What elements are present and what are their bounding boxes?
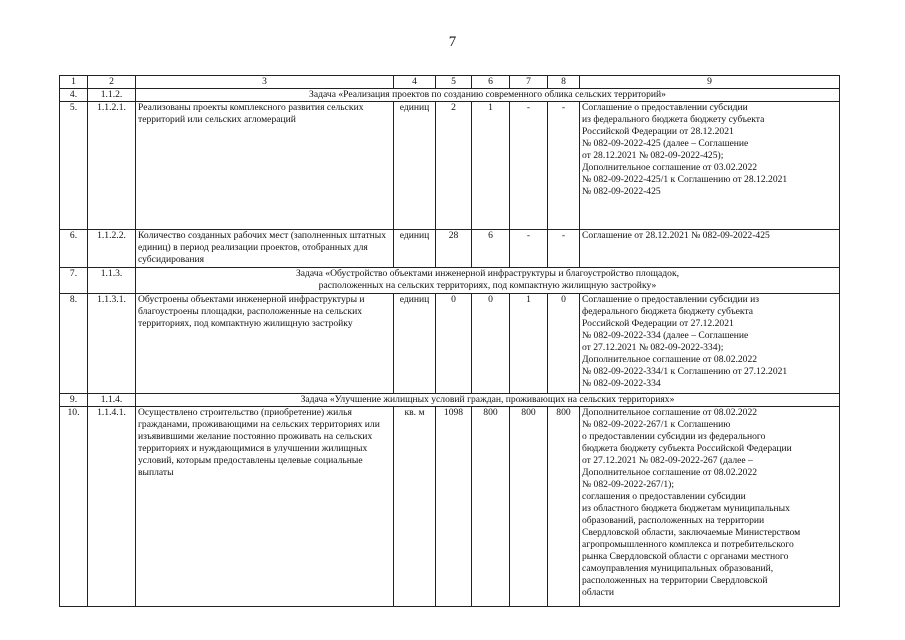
row-code: 1.1.2.2. — [88, 230, 136, 268]
value-col5: 1098 — [436, 407, 472, 607]
value-col6: 6 — [472, 230, 510, 268]
task-row — [60, 89, 840, 102]
page-number: 7 — [448, 34, 457, 50]
unit: единиц — [394, 102, 436, 230]
task-title: Задача «Обустройство объектами инженерной инфраструктуры и благоустройство площадок, расположенных на сельских территориях, под компактную жилищную застройку» — [136, 268, 840, 294]
unit: единиц — [394, 294, 436, 394]
row-number: 10. — [60, 407, 88, 607]
value-col6: 800 — [472, 407, 510, 607]
table-row — [60, 102, 840, 230]
value-col5: 2 — [436, 102, 472, 230]
task-row — [60, 268, 840, 294]
value-col8: - — [548, 102, 580, 230]
row-number: 7. — [60, 268, 88, 294]
note: Соглашение о предоставлении субсидии из федерального бюджета бюджету субъекта Российской Федерации от 27.12.2021 № 082-09-2022-334 (далее – Соглашение от 27.12.2021 № 082-09-2022-334); Дополнительное соглашение от 08.02.2022 № 082-09-2022-334/1 к Соглашению от 27.12.2021 № 082-09-2022-334 — [580, 294, 840, 394]
row-code: 1.1.3.1. — [88, 294, 136, 394]
note: Соглашение о предоставлении субсидии из федерального бюджета бюджету субъекта Российской Федерации от 28.12.2021 № 082-09-2022-425 (далее – Соглашение от 28.12.2021 № 082-09-2022-425); Дополнительное соглашение от 03.02.2022 № 082-09-2022-425/1 к Соглашению от 28.12.2021 № 082-09-2022-425 — [580, 102, 840, 230]
header-cell: 3 — [136, 76, 394, 89]
row-number: 6. — [60, 230, 88, 268]
unit: кв. м — [394, 407, 436, 607]
unit: единиц — [394, 230, 436, 268]
value-col7: - — [510, 102, 548, 230]
header-cell: 9 — [580, 76, 840, 89]
value-col8: 800 — [548, 407, 580, 607]
note: Соглашение от 28.12.2021 № 082-09-2022-425 — [580, 230, 840, 268]
row-code: 1.1.2. — [88, 89, 136, 102]
header-row — [60, 76, 840, 89]
row-number: 5. — [60, 102, 88, 230]
value-col5: 0 — [436, 294, 472, 394]
row-number: 4. — [60, 89, 88, 102]
value-col6: 1 — [472, 102, 510, 230]
header-cell: 7 — [510, 76, 548, 89]
value-col7: 1 — [510, 294, 548, 394]
value-col7: - — [510, 230, 548, 268]
table-row — [60, 230, 840, 268]
table-row — [60, 294, 840, 394]
row-code: 1.1.3. — [88, 268, 136, 294]
row-number: 9. — [60, 394, 88, 407]
row-number: 8. — [60, 294, 88, 394]
header-cell: 5 — [436, 76, 472, 89]
value-col8: 0 — [548, 294, 580, 394]
table-row — [60, 407, 840, 607]
note: Дополнительное соглашение от 08.02.2022 № 082-09-2022-267/1 к Соглашению о предоставлении субсидии из федерального бюджета бюджету субъекта Российской Федерации от 27.12.2021 № 082-09-2022-267 (далее – Дополнительное соглашение от 08.02.2022 № 082-09-2022-267/1); соглашения о предоставлении субсидии из областного бюджета бюджетам муниципальных образований, расположенных на территории Свердловской области, заключаемые Министерством агропромышленного комплекса и потребительского рынка Свердловской области с органами местного самоуправления муниципальных образований, расположенных на территории Свердловской области — [580, 407, 840, 607]
header-cell: 8 — [548, 76, 580, 89]
row-code: 1.1.4. — [88, 394, 136, 407]
row-code: 1.1.4.1. — [88, 407, 136, 607]
header-cell: 2 — [88, 76, 136, 89]
indicator-name: Осуществлено строительство (приобретение) жилья гражданами, проживающими на сельских территориях или изъявившими желание постоянно проживать на сельских территориях и нуждающимися в улучшении жилищных условий, которым предоставлены целевые социальные выплаты — [136, 407, 394, 607]
header-cell: 1 — [60, 76, 88, 89]
task-title: Задача «Улучшение жилищных условий граждан, проживающих на сельских территориях» — [136, 394, 840, 407]
value-col5: 28 — [436, 230, 472, 268]
header-cell: 6 — [472, 76, 510, 89]
indicator-name: Обустроены объектами инженерной инфраструктуры и благоустроены площадки, расположенные на сельских территориях, под компактную жилищную застройку — [136, 294, 394, 394]
header-cell: 4 — [394, 76, 436, 89]
task-title: Задача «Реализация проектов по созданию современного облика сельских территорий» — [136, 89, 840, 102]
indicators-table — [59, 75, 840, 607]
row-code: 1.1.2.1. — [88, 102, 136, 230]
indicator-name: Реализованы проекты комплексного развития сельских территорий или сельских агломераций — [136, 102, 394, 230]
value-col8: - — [548, 230, 580, 268]
value-col7: 800 — [510, 407, 548, 607]
value-col6: 0 — [472, 294, 510, 394]
task-row — [60, 394, 840, 407]
indicator-name: Количество созданных рабочих мест (заполненных штатных единиц) в период реализации проектов, отобранных для субсидирования — [136, 230, 394, 268]
